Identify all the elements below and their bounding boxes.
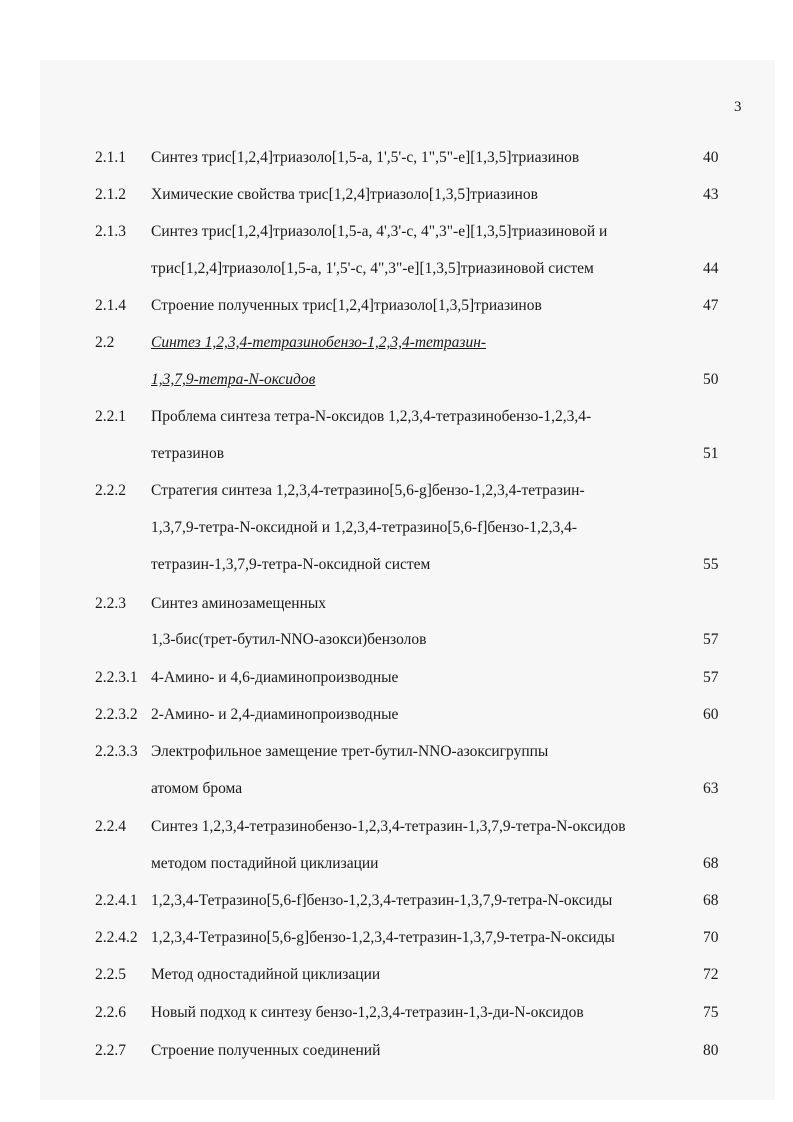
toc-entry-title: Проблема синтеза тетра-N-оксидов 1,2,3,4-тетразинобензо-1,2,3,4- [151, 408, 592, 425]
toc-entry-page: 51 [703, 445, 719, 462]
toc-entry-title: Синтез трис[1,2,4]триазоло[1,5-a, 4',3'-c, 4",3"-e][1,3,5]триазиновой и [151, 223, 608, 240]
toc-entry-title: 2-Амино- и 2,4-диаминопроизводные [151, 706, 399, 723]
toc-entry-number: 2.2.4.2 [95, 929, 138, 946]
toc-entry-number: 2.2.1 [95, 408, 126, 425]
toc-entry-page: 47 [703, 297, 719, 314]
toc-entry-title-continued: тетразин-1,3,7,9-тетра-N-оксидной систем [151, 556, 431, 573]
toc-entry-number: 2.2.3.2 [95, 706, 138, 723]
toc-section-title: Синтез 1,2,3,4-тетразинобензо-1,2,3,4-тетразин- [151, 334, 487, 351]
toc-entry-number: 2.2 [95, 334, 115, 351]
toc-entry-title: Синтез аминозамещенных [151, 595, 327, 612]
toc-entry-page: 44 [703, 260, 719, 277]
toc-entry-title: Синтез 1,2,3,4-тетразинобензо-1,2,3,4-тетразин-1,3,7,9-тетра-N-оксидов [151, 818, 626, 835]
toc-entry-page: 68 [703, 855, 719, 872]
toc-entry-number: 2.2.6 [95, 1004, 126, 1021]
toc-entry-title-continued: тетразинов [151, 445, 225, 462]
toc-entry-number: 2.1.4 [95, 297, 126, 314]
toc-entry-title-continued: атомом брома [151, 780, 243, 797]
toc-entry-title-continued: 1,3-бис(трет-бутил-NNO-азокси)бензолов [151, 631, 427, 648]
toc-entry-title: Строение полученных соединений [151, 1042, 381, 1059]
toc-entry-page: 70 [703, 929, 719, 946]
toc-entry-title: Химические свойства трис[1,2,4]триазоло[1,3,5]триазинов [151, 186, 538, 203]
toc-entry-number: 2.2.3 [95, 595, 126, 612]
toc-entry-page: 57 [703, 669, 719, 686]
toc-entry-number: 2.1.1 [95, 149, 126, 166]
toc-entry-page: 68 [703, 892, 719, 909]
toc-entry-number: 2.2.4.1 [95, 892, 138, 909]
toc-entry-page: 60 [703, 706, 719, 723]
toc-entry-title: 4-Амино- и 4,6-диаминопроизводные [151, 669, 399, 686]
toc-entry-title: Стратегия синтеза 1,2,3,4-тетразино[5,6-g]бензо-1,2,3,4-тетразин- [151, 482, 585, 499]
toc-entry-title-continued: 1,3,7,9-тетра-N-оксидной и 1,2,3,4-тетразино[5,6-f]бензо-1,2,3,4- [151, 519, 577, 536]
toc-entry-number: 2.2.7 [95, 1042, 126, 1059]
toc-entry-title: Новый подход к синтезу бензо-1,2,3,4-тетразин-1,3-ди-N-оксидов [151, 1004, 584, 1021]
toc-entry-page: 80 [703, 1042, 719, 1059]
toc-entry-title: 1,2,3,4-Тетразино[5,6-g]бензо-1,2,3,4-тетразин-1,3,7,9-тетра-N-оксиды [151, 929, 615, 946]
toc-entry-page: 63 [703, 780, 719, 797]
toc-entry-number: 2.2.4 [95, 818, 126, 835]
toc-entry-page: 57 [703, 631, 719, 648]
toc-section-title-continued: 1,3,7,9-тетра-N-оксидов [151, 371, 316, 388]
toc-entry-page: 55 [703, 556, 719, 573]
toc-entry-title: Синтез трис[1,2,4]триазоло[1,5-a, 1',5'-c, 1",5"-e][1,3,5]триазинов [151, 149, 580, 166]
toc-entry-title: Строение полученных трис[1,2,4]триазоло[1,3,5]триазинов [151, 297, 542, 314]
toc-entry-page: 72 [703, 966, 719, 983]
toc-entry-page: 50 [703, 371, 719, 388]
toc-entry-page: 43 [703, 186, 719, 203]
toc-entry-number: 2.2.3.3 [95, 743, 138, 760]
page-number: 3 [734, 99, 742, 115]
toc-entry-title: 1,2,3,4-Тетразино[5,6-f]бензо-1,2,3,4-тетразин-1,3,7,9-тетра-N-оксиды [151, 892, 613, 909]
toc-entry-title: Электрофильное замещение трет-бутил-NNO-азоксигруппы [151, 743, 549, 760]
toc-entry-title-continued: методом постадийной циклизации [151, 855, 379, 872]
toc-entry-number: 2.2.5 [95, 966, 126, 983]
toc-entry-number: 2.2.2 [95, 482, 126, 499]
toc-entry-title: Метод одностадийной циклизации [151, 966, 381, 983]
toc-entry-number: 2.1.3 [95, 223, 126, 240]
toc-entry-number: 2.2.3.1 [95, 669, 138, 686]
toc-entry-page: 40 [703, 149, 719, 166]
toc-entry-page: 75 [703, 1004, 719, 1021]
toc-entry-title-continued: трис[1,2,4]триазоло[1,5-a, 1',5'-c, 4",3"-e][1,3,5]триазиновой систем [151, 260, 594, 277]
toc-entry-number: 2.1.2 [95, 186, 126, 203]
